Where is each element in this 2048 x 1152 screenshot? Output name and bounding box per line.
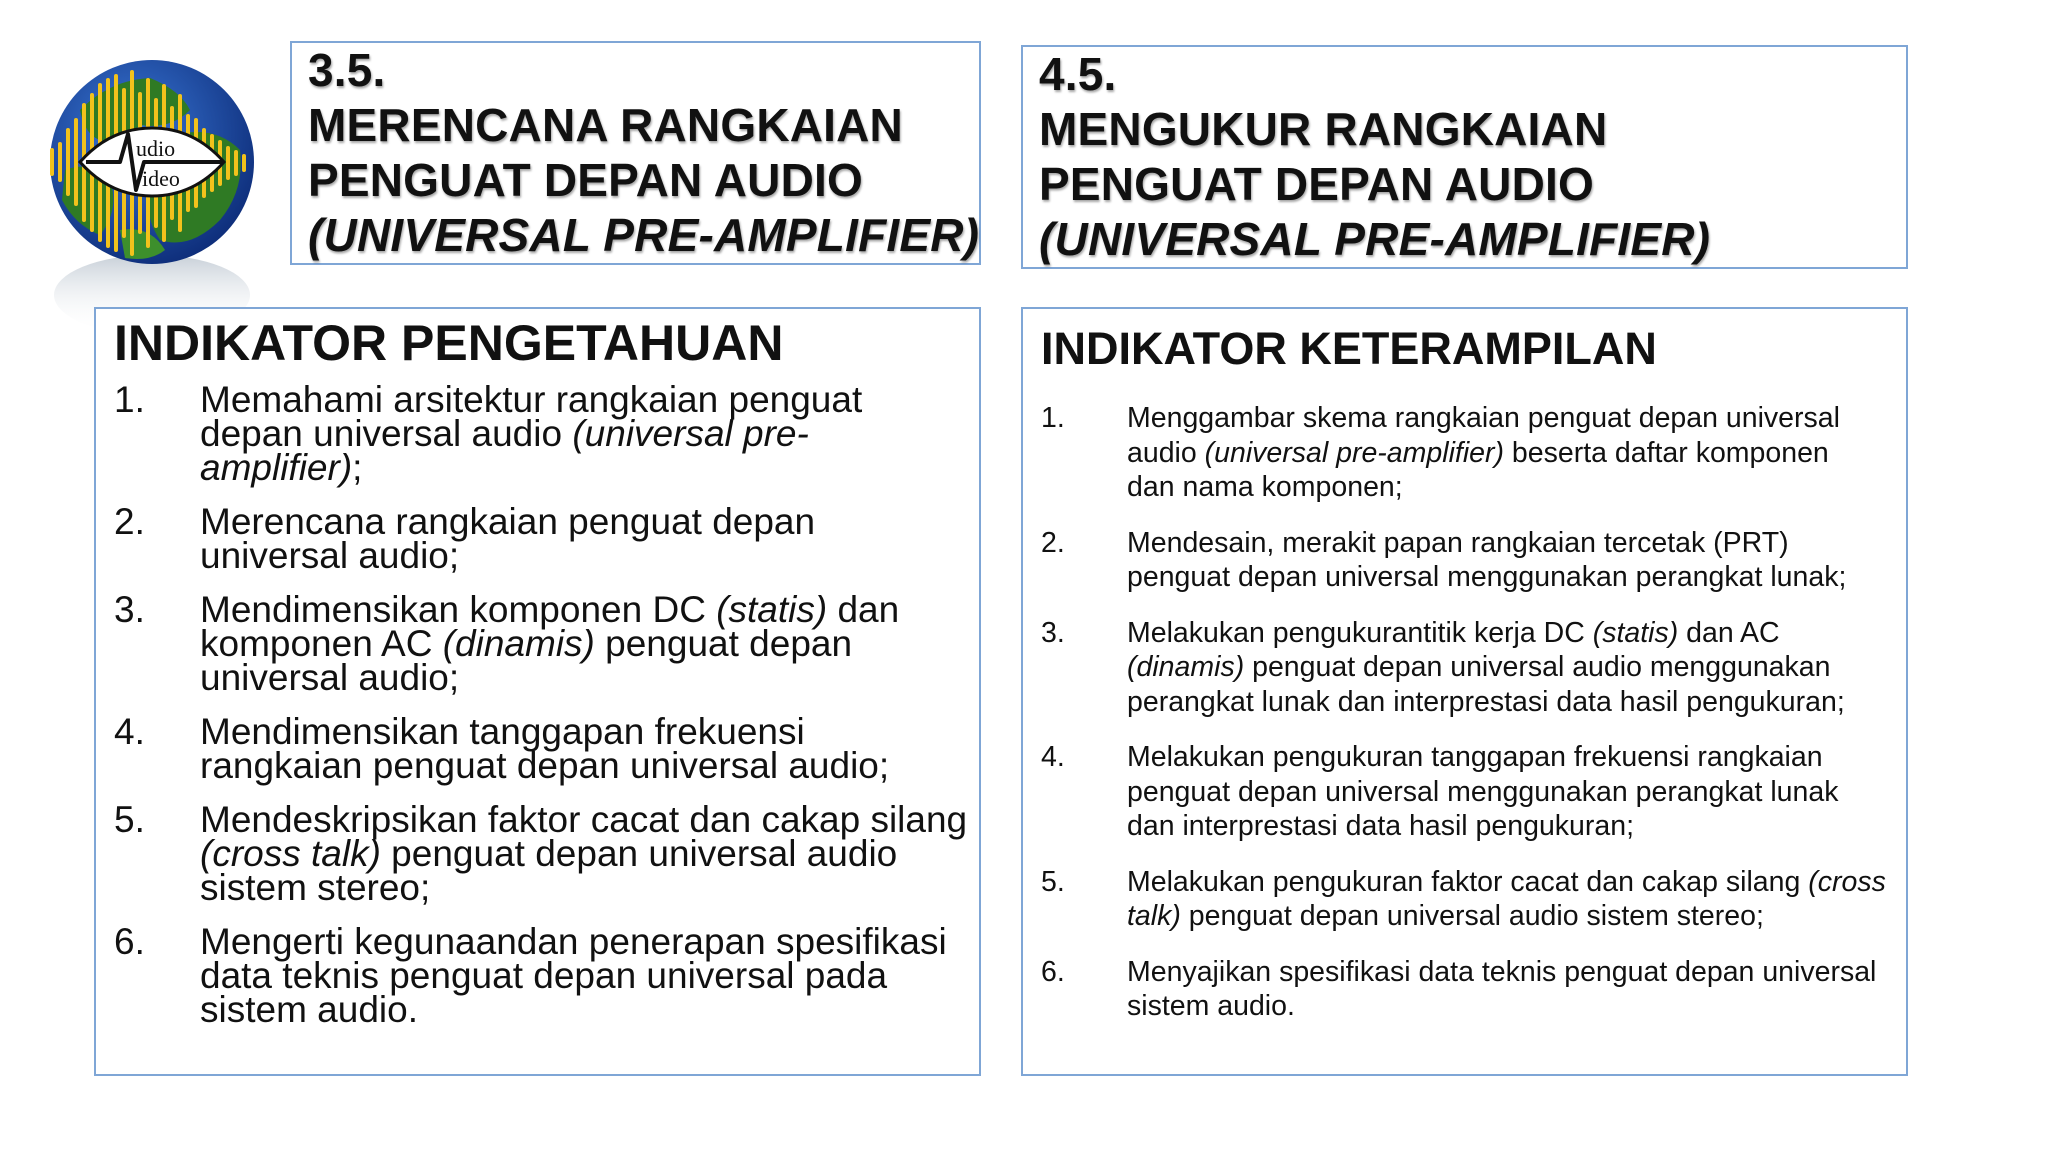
item-number: 5. bbox=[1041, 865, 1065, 898]
item-text-line bbox=[200, 711, 961, 752]
right-title-line3: (UNIVERSAL PRE-AMPLIFIER) bbox=[1039, 213, 1711, 265]
item-text-line bbox=[200, 501, 961, 542]
item-text-segment: beserta daftar komponen bbox=[1504, 436, 1829, 469]
knowledge-item-1 bbox=[114, 379, 961, 488]
item-text-line bbox=[200, 623, 961, 664]
item-text-line bbox=[200, 745, 961, 786]
item-text bbox=[200, 379, 961, 488]
item-text bbox=[200, 501, 961, 576]
item-text-italic: (universal pre- bbox=[572, 413, 809, 454]
knowledge-indicator-list bbox=[114, 379, 968, 1030]
item-text-segment: Merencana rangkaian penguat depan bbox=[200, 501, 816, 542]
item-number: 4. bbox=[114, 711, 145, 752]
right-title-box bbox=[1021, 45, 1908, 269]
item-text-line bbox=[1127, 616, 1888, 651]
item-number: 1. bbox=[1041, 402, 1065, 434]
left-title-line2: PENGUAT DEPAN AUDIO bbox=[308, 154, 863, 206]
item-text-italic: (cross bbox=[1808, 865, 1886, 898]
item-text-segment: dan AC bbox=[1678, 616, 1780, 649]
item-text-line bbox=[1127, 809, 1888, 844]
item-number: 5. bbox=[114, 799, 145, 840]
item-text-segment: Mendimensikan tanggapan frekuensi bbox=[200, 711, 805, 752]
item-text-line bbox=[200, 921, 961, 962]
left-title-box bbox=[290, 41, 981, 265]
item-number: 2. bbox=[1041, 526, 1065, 559]
item-text-segment: Menggambar skema rangkaian penguat depan universal bbox=[1127, 402, 1840, 434]
item-text bbox=[200, 799, 968, 908]
left-title-line1: MERENCANA RANGKAIAN bbox=[308, 99, 903, 151]
item-text-line bbox=[200, 535, 961, 576]
item-text-line bbox=[200, 955, 961, 996]
skill-item-1 bbox=[1041, 401, 1888, 505]
item-text-line bbox=[1127, 470, 1888, 505]
skill-item-3 bbox=[1041, 616, 1888, 720]
item-text-segment: Melakukan pengukurantitik kerja DC bbox=[1127, 616, 1593, 649]
item-text-segment: perangkat lunak dan interprestasi data hasil pengukuran; bbox=[1127, 685, 1845, 718]
item-text-segment: universal audio; bbox=[200, 535, 460, 576]
left-title-line3: (UNIVERSAL PRE-AMPLIFIER) bbox=[308, 209, 980, 261]
item-text bbox=[200, 589, 961, 698]
item-text-segment: Mendimensikan komponen DC bbox=[200, 589, 717, 630]
item-text bbox=[200, 921, 961, 1030]
item-number: 6. bbox=[114, 921, 145, 962]
skill-item-5 bbox=[1041, 865, 1888, 934]
skill-item-4 bbox=[1041, 740, 1888, 844]
item-text-segment: penguat depan bbox=[594, 623, 853, 664]
svg-text:ideo: ideo bbox=[142, 166, 180, 191]
item-text-line bbox=[200, 833, 967, 874]
item-text-line bbox=[1127, 526, 1888, 561]
item-text-segment: audio bbox=[1127, 436, 1205, 469]
item-text-segment: Mengerti kegunaandan penerapan spesifikasi bbox=[200, 921, 947, 962]
item-text-segment: Menyajikan spesifikasi data teknis penguat depan universal bbox=[1127, 955, 1877, 988]
item-number: 3. bbox=[114, 589, 145, 630]
item-text-segment: dan bbox=[827, 589, 900, 630]
left-title-number: 3.5. bbox=[308, 44, 386, 96]
item-text-italic: (dinamis) bbox=[1127, 651, 1245, 683]
item-text-line bbox=[1127, 899, 1888, 934]
item-text-segment: Melakukan pengukuran tanggapan frekuensi rangkaian bbox=[1127, 741, 1823, 773]
item-text-italic: (cross talk) bbox=[200, 833, 381, 874]
item-text-italic: (statis) bbox=[716, 589, 828, 630]
item-text-line bbox=[200, 413, 961, 454]
knowledge-item-6 bbox=[114, 921, 961, 1030]
item-text-line bbox=[200, 379, 961, 420]
item-text-line bbox=[200, 989, 961, 1030]
item-text-line bbox=[1127, 740, 1888, 775]
knowledge-indicator-heading: INDIKATOR PENGETAHUAN bbox=[114, 315, 784, 371]
knowledge-item-3 bbox=[114, 589, 961, 698]
knowledge-item-5 bbox=[114, 799, 968, 908]
item-text-segment: komponen AC bbox=[200, 623, 443, 664]
item-text bbox=[1127, 955, 1888, 1024]
item-text-segment: rangkaian penguat depan universal audio; bbox=[200, 745, 890, 786]
item-text-segment: Melakukan pengukuran faktor cacat dan cakap silang bbox=[1127, 865, 1809, 898]
item-text-segment: sistem audio. bbox=[200, 989, 418, 1030]
audio-video-logo bbox=[40, 50, 270, 340]
item-text-segment: dan interprestasi data hasil pengukuran; bbox=[1127, 810, 1635, 842]
item-text-segment: universal audio; bbox=[200, 657, 460, 698]
item-text-italic: talk) bbox=[1127, 900, 1181, 932]
item-text bbox=[1127, 740, 1888, 844]
item-text-segment: Mendesain, merakit papan rangkaian tercetak (PRT) bbox=[1127, 526, 1789, 559]
item-number: 4. bbox=[1041, 741, 1065, 773]
item-text-line bbox=[1127, 560, 1888, 595]
item-text-segment: penguat depan universal menggunakan perangkat lunak bbox=[1127, 775, 1839, 808]
skill-indicator-box bbox=[1021, 307, 1908, 1076]
knowledge-item-4 bbox=[114, 711, 961, 786]
item-text-segment: penguat depan universal menggunakan perangkat lunak; bbox=[1127, 561, 1847, 593]
knowledge-item-2 bbox=[114, 501, 961, 576]
skill-indicator-heading: INDIKATOR KETERAMPILAN bbox=[1041, 323, 1657, 374]
item-text-segment: ; bbox=[352, 447, 363, 488]
skill-indicator-list bbox=[1041, 401, 1888, 1024]
item-text-line bbox=[1127, 685, 1888, 720]
skill-item-2 bbox=[1041, 526, 1888, 595]
item-text-segment: penguat depan universal audio bbox=[380, 833, 898, 874]
item-text-line bbox=[200, 867, 967, 908]
item-text-segment: penguat depan universal audio menggunakan bbox=[1244, 651, 1831, 683]
item-text-segment: data teknis penguat depan universal pada bbox=[200, 955, 888, 996]
item-text bbox=[1127, 526, 1888, 595]
item-text-line bbox=[200, 657, 961, 698]
item-text-segment: Memahami arsitektur rangkaian penguat bbox=[200, 379, 863, 420]
knowledge-indicator-box bbox=[94, 307, 981, 1076]
item-text-line bbox=[1127, 401, 1888, 436]
item-text-italic: (universal pre-amplifier) bbox=[1204, 436, 1504, 469]
right-title-line2: PENGUAT DEPAN AUDIO bbox=[1039, 158, 1594, 210]
item-text-segment: depan universal audio bbox=[200, 413, 573, 454]
item-text-segment: Mendeskripsikan faktor cacat dan cakap silang bbox=[200, 799, 968, 840]
item-number: 3. bbox=[1041, 616, 1065, 649]
item-text-line bbox=[200, 799, 968, 840]
item-number: 1. bbox=[114, 379, 145, 420]
item-text-line bbox=[1127, 865, 1888, 900]
item-text-italic: (statis) bbox=[1592, 616, 1679, 649]
item-text-italic: (dinamis) bbox=[442, 623, 595, 664]
item-number: 6. bbox=[1041, 955, 1065, 988]
item-number: 2. bbox=[114, 501, 145, 542]
right-title-number: 4.5. bbox=[1039, 48, 1117, 100]
skill-item-6 bbox=[1041, 955, 1888, 1024]
item-text bbox=[1127, 865, 1888, 934]
item-text-line bbox=[1127, 436, 1888, 471]
item-text bbox=[1127, 616, 1888, 720]
item-text-line bbox=[1127, 775, 1888, 810]
svg-text:udio: udio bbox=[136, 136, 176, 161]
right-title-line1: MENGUKUR RANGKAIAN bbox=[1039, 103, 1608, 155]
item-text bbox=[200, 711, 961, 786]
item-text-line bbox=[1127, 955, 1888, 990]
item-text-line bbox=[200, 589, 961, 630]
item-text-italic: amplifier) bbox=[200, 447, 353, 488]
item-text-line bbox=[200, 447, 961, 488]
item-text-segment: penguat depan universal audio sistem stereo; bbox=[1180, 900, 1764, 932]
item-text bbox=[1127, 401, 1888, 505]
item-text-line bbox=[1127, 650, 1888, 685]
item-text-segment: sistem audio. bbox=[1127, 990, 1295, 1022]
item-text-line bbox=[1127, 989, 1888, 1024]
item-text-segment: dan nama komponen; bbox=[1127, 471, 1403, 503]
item-text-segment: sistem stereo; bbox=[200, 867, 431, 908]
